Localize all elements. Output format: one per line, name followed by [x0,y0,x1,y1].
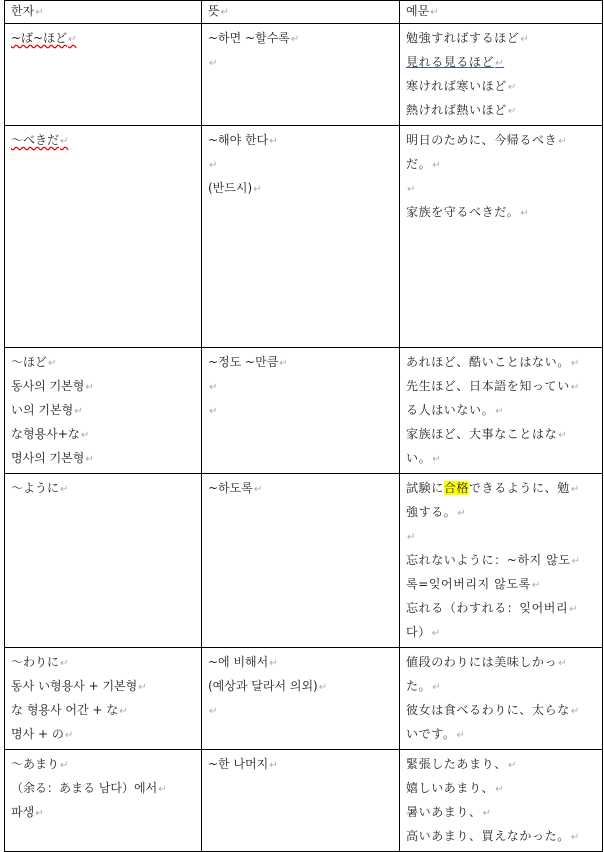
paragraph-mark-icon: ↵ [253,484,263,495]
paragraph-mark-icon: ↵ [558,430,568,441]
table-row [5,474,603,648]
paragraph-mark-icon: ↵ [432,160,442,171]
example-cell: 勉強すればするほど↵ 見れる見るほど↵ 寒ければ寒いほど↵ 熱ければ熱いほど↵ [400,24,603,126]
header-row [5,1,603,24]
paragraph-mark-icon: ↵ [482,808,492,819]
grammar-table [4,0,603,852]
paragraph-mark-icon: ↵ [158,784,167,795]
meaning-cell: ~해야 한다↵ ↵ (반드시)↵ [202,126,400,348]
paragraph-mark-icon: ↵ [85,454,94,465]
paragraph-mark-icon: ↵ [571,556,581,567]
paragraph-mark-icon: ↵ [432,454,442,465]
paragraph-mark-icon: ↵ [507,760,517,771]
table-row [5,750,603,852]
paragraph-mark-icon: ↵ [558,658,568,669]
paragraph-mark-icon: ↵ [138,682,147,693]
example-cell: 緊張したあまり、↵ 嬉しいあまり、↵ 暑いあまり、↵ 高いあまり、買えなかった。↵ [400,750,603,852]
paragraph-mark-icon: ↵ [48,358,57,369]
paragraph-mark-icon: ↵ [253,184,262,195]
paragraph-mark-icon: ↵ [457,508,467,519]
paragraph-mark-icon: ↵ [431,628,441,639]
table-row [5,24,603,126]
pattern-cell: ~ば~ほど↵ [5,24,202,126]
header-col1: 한자↵ [5,1,202,24]
paragraph-mark-icon: ↵ [290,34,300,45]
meaning-cell: ~정도 ~만큼↵ ↵ ↵ [202,348,400,474]
paragraph-mark-icon: ↵ [119,706,128,717]
paragraph-mark-icon: ↵ [269,760,278,771]
paragraph-mark-icon: ↵ [531,580,541,591]
paragraph-mark-icon: ↵ [432,682,442,693]
paragraph-mark-icon: ↵ [570,358,580,369]
paragraph-mark-icon: ↵ [74,406,83,417]
header-col3: 예문↵ [400,1,603,24]
paragraph-mark-icon: ↵ [507,82,517,93]
paragraph-mark-icon: ↵ [520,34,530,45]
paragraph-mark-icon: ↵ [570,706,580,717]
paragraph-mark-icon: ↵ [35,808,44,819]
paragraph-mark-icon: ↵ [507,106,517,117]
pattern-cell: ～わりに↵ 동사 い형용사 + 기본형↵ な 형용사 어간 + な↵ 명사 + の↵ [5,648,202,750]
paragraph-mark-icon: ↵ [569,604,579,615]
pattern-cell: ～ように↵ [5,474,202,648]
example-cell: 値段のわりには美味しかっ↵ た。↵ 彼女は食べるわりに、太らな↵ いです。↵ [400,648,603,750]
example-cell: 試験に合格できるように、勉↵ 強する。↵ ↵ 忘れないように：~하지 않도↵ 록=잊어버리지 않도록↵ 忘れる（わすれる：잊어버리↵ 다）↵ [400,474,603,648]
paragraph-mark-icon: ↵ [209,382,218,393]
paragraph-mark-icon: ↵ [570,484,580,495]
pattern-cell: ～ほど↵ 동사의 기본형↵ い의 기본형↵ な형용사+な↵ 명사의 기본형↵ [5,348,202,474]
paragraph-mark-icon: ↵ [269,136,278,147]
pattern-cell: ～べきだ↵ [5,126,202,348]
paragraph-mark-icon: ↵ [209,160,218,171]
paragraph-mark-icon: ↵ [456,730,466,741]
paragraph-mark-icon: ↵ [80,430,90,441]
paragraph-mark-icon: ↵ [68,34,77,45]
pattern-cell: ～あまり↵ （余る：あまる 남다）에서↵ 파생↵ [5,750,202,852]
paragraph-mark-icon: ↵ [269,658,278,669]
meaning-cell: ~하면 ~할수록↵ ↵ [202,24,400,126]
header-col2: 뜻↵ [202,1,400,24]
paragraph-mark-icon: ↵ [209,706,218,717]
paragraph-mark-icon: ↵ [495,406,505,417]
paragraph-mark-icon: ↵ [60,760,69,771]
paragraph-mark-icon: ↵ [570,382,580,393]
paragraph-mark-icon: ↵ [570,832,580,843]
meaning-cell: ~한 나머지↵ [202,750,400,852]
paragraph-mark-icon: ↵ [60,658,69,669]
paragraph-mark-icon: ↵ [318,682,328,693]
meaning-cell: ~하도록↵ [202,474,400,648]
paragraph-mark-icon: ↵ [60,484,69,495]
paragraph-mark-icon: ↵ [60,136,69,147]
example-cell: 明日のために、今帰るべき↵ だ。↵ ↵ 家族を守るべきだ。↵ [400,126,603,348]
paragraph-mark-icon: ↵ [558,136,568,147]
example-cell: あれほど、酷いことはない。↵ 先生ほど、日本語を知ってい↵ る人はいない。↵ 家族ほど、大事なことはな↵ い。↵ [400,348,603,474]
meaning-cell: ~에 비해서↵ (예상과 달라서 의외)↵ ↵ [202,648,400,750]
table-row [5,126,603,348]
paragraph-mark-icon: ↵ [209,58,218,69]
paragraph-mark-icon: ↵ [279,358,288,369]
paragraph-mark-icon: ↵ [520,208,530,219]
paragraph-mark-icon: ↵ [64,730,74,741]
paragraph-mark-icon: ↵ [407,184,416,195]
highlighted-word: 合格 [443,481,470,495]
paragraph-mark-icon: ↵ [495,784,505,795]
table-row [5,348,603,474]
paragraph-mark-icon: ↵ [85,382,94,393]
table-row [5,648,603,750]
paragraph-mark-icon: ↵ [407,532,416,543]
paragraph-mark-icon: ↵ [495,58,505,69]
paragraph-mark-icon: ↵ [209,406,218,417]
